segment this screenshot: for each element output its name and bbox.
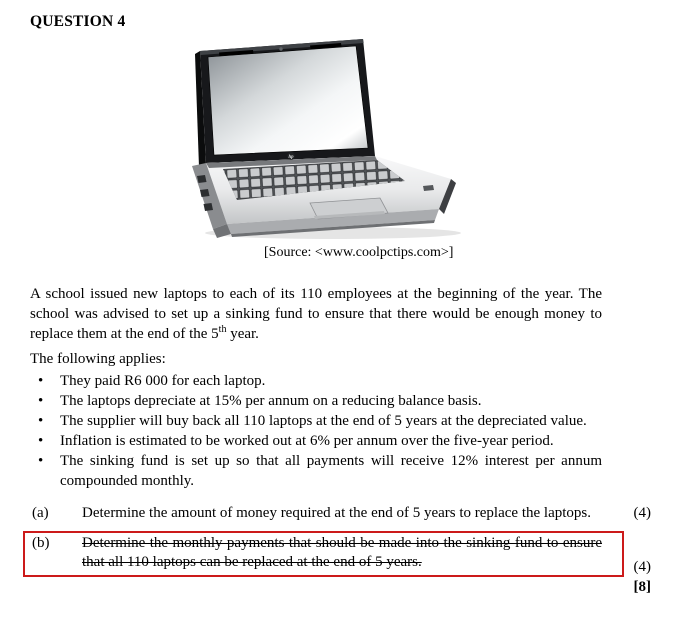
bullet-icon: • [38, 433, 44, 449]
total-marks: [8] [633, 579, 651, 595]
highlight-box [23, 531, 624, 577]
image-source-caption: [Source: <www.coolpctips.com>] [264, 245, 454, 260]
deck-sticker [423, 185, 434, 191]
bullet-list [30, 371, 651, 491]
laptop-photo [183, 36, 463, 243]
port-icon [197, 175, 207, 183]
list-item [30, 431, 602, 451]
question-a-row [30, 503, 651, 523]
bullet-text: The supplier will buy back all 110 laptops at the end of 5 years at the depreciated value. [60, 413, 587, 429]
question-a-marks: (4) [633, 505, 651, 521]
question-b-label: (b) [32, 535, 50, 551]
question-b-row [30, 531, 651, 577]
question-a-body [30, 503, 602, 523]
laptop-illustration [183, 36, 463, 243]
port-icon [204, 203, 214, 211]
question-a-label: (a) [32, 505, 49, 521]
bullet-icon: • [38, 393, 44, 409]
ordinal-superscript: th [218, 324, 227, 335]
port-icon [200, 189, 210, 197]
list-item [30, 411, 602, 431]
bullet-text: Inflation is estimated to be worked out at 6% per annum over the five-year period. [60, 433, 554, 449]
intro-text-1: A school issued new laptops to each of its 110 employees at the beginning of the year. The school was advised to set up a sinking fund to ensure that there would be enough money to replace them at the end of the 5 [30, 286, 602, 342]
intro-paragraph [30, 284, 602, 344]
question-b-text: Determine the monthly payments that should be made into the sinking fund to ensure that all 110 laptops can be replaced at the end of 5 years. [82, 535, 602, 570]
bullet-icon: • [38, 413, 44, 429]
bullet-text: The laptops depreciate at 15% per annum on a reducing balance basis. [60, 393, 482, 409]
bullet-text: The sinking fund is set up so that all payments will receive 12% interest per annum compounded monthly. [60, 453, 602, 489]
bullet-icon: • [38, 373, 44, 389]
bullet-icon: • [38, 453, 44, 469]
laptop-screen [208, 46, 368, 155]
list-item [30, 371, 602, 391]
applies-heading: The following applies: [30, 351, 166, 367]
question-title: QUESTION 4 [30, 13, 126, 30]
list-item [30, 451, 602, 491]
hp-logo-text: hp [288, 155, 294, 161]
question-b-marks: (4) [633, 559, 651, 575]
list-item [30, 391, 602, 411]
bullet-text: They paid R6 000 for each laptop. [60, 373, 266, 389]
question-a-text: Determine the amount of money required at the end of 5 years to replace the laptops. [82, 505, 591, 521]
intro-text-2: year. [226, 326, 259, 342]
webcam-icon [279, 47, 282, 50]
